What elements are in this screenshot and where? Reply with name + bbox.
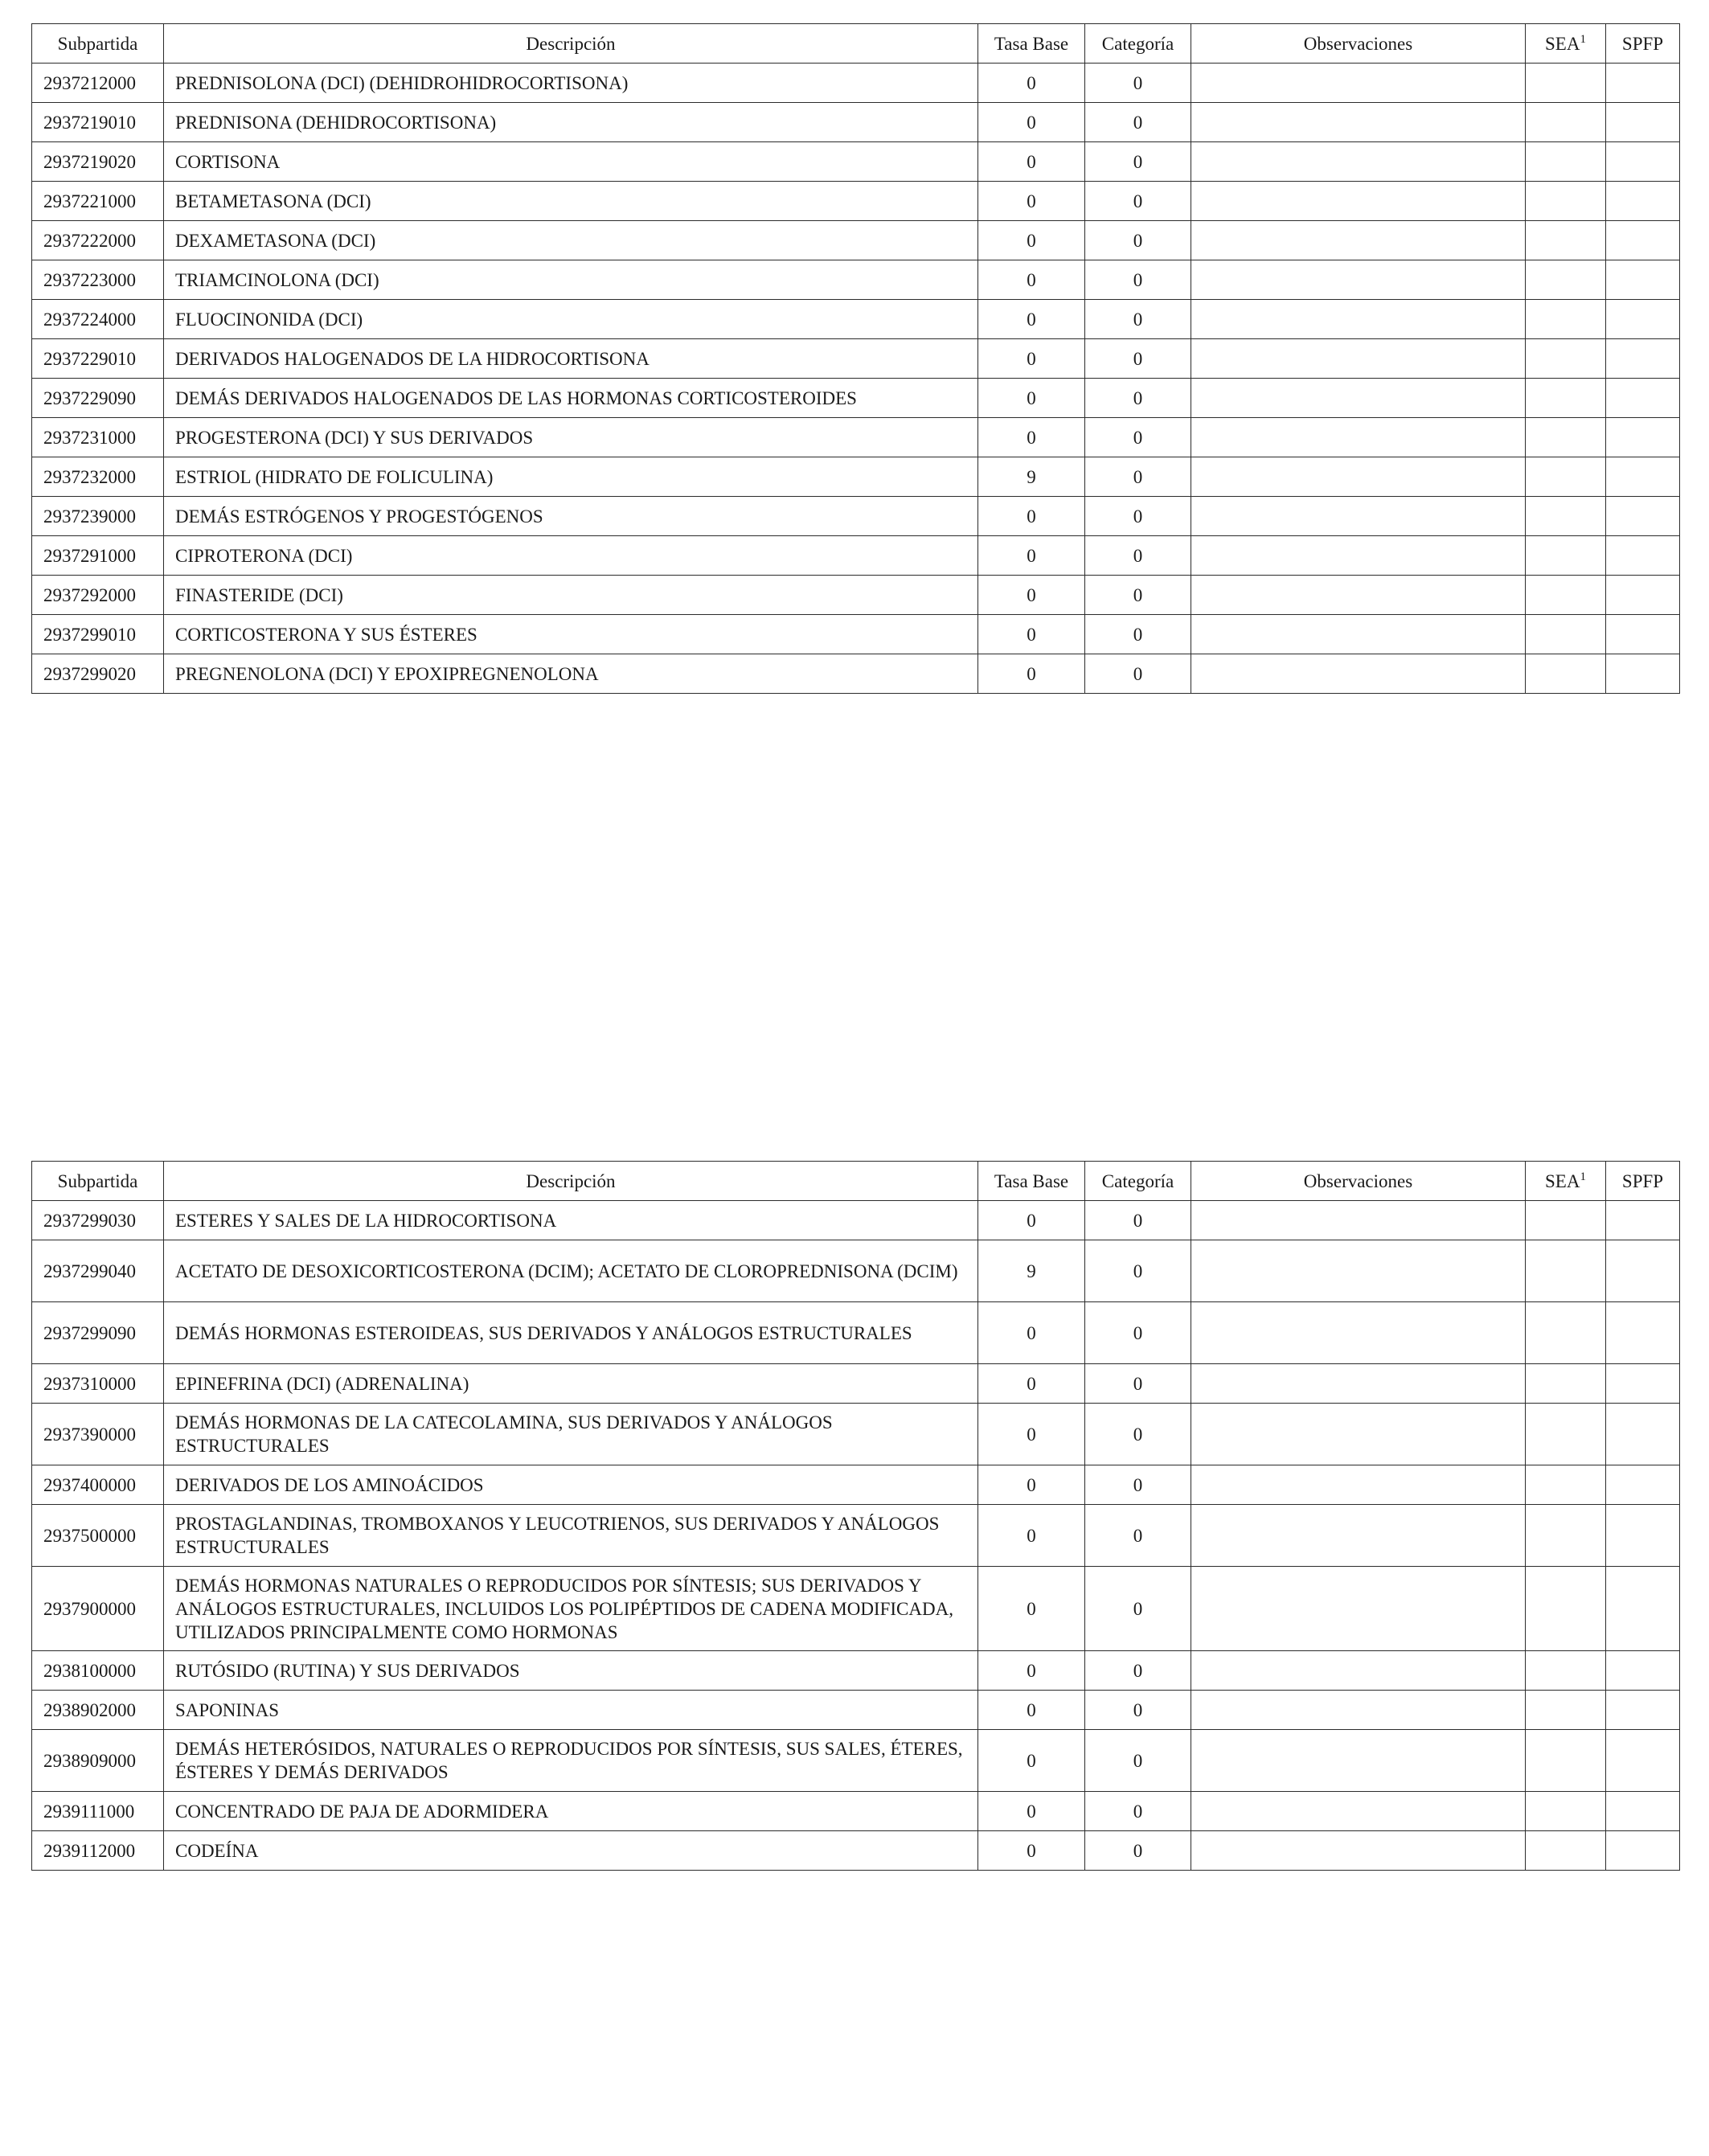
cell-tasa-base: 0: [978, 1792, 1085, 1831]
cell-categoria: 0: [1085, 103, 1191, 142]
cell-subpartida: 2938100000: [32, 1651, 164, 1691]
cell-descripcion: CORTISONA: [164, 142, 978, 182]
cell-observaciones: [1191, 457, 1526, 497]
cell-descripcion: ACETATO DE DESOXICORTICOSTERONA (DCIM); ACETATO DE CLOROPREDNISONA (DCIM): [164, 1240, 978, 1302]
cell-sea: [1526, 1201, 1606, 1240]
cell-sea: [1526, 615, 1606, 654]
cell-descripcion: EPINEFRINA (DCI) (ADRENALINA): [164, 1364, 978, 1404]
cell-subpartida: 2937299020: [32, 654, 164, 694]
cell-sea: [1526, 221, 1606, 260]
cell-categoria: 0: [1085, 1404, 1191, 1465]
cell-subpartida: 2937310000: [32, 1364, 164, 1404]
cell-descripcion: SAPONINAS: [164, 1691, 978, 1730]
table-row: [32, 1691, 1680, 1730]
table-row: [32, 1302, 1680, 1364]
table-row: [32, 536, 1680, 576]
cell-tasa-base: 0: [978, 1404, 1085, 1465]
cell-categoria: 0: [1085, 1364, 1191, 1404]
cell-descripcion: CORTICOSTERONA Y SUS ÉSTERES: [164, 615, 978, 654]
cell-observaciones: [1191, 654, 1526, 694]
cell-sea: [1526, 142, 1606, 182]
cell-sea: [1526, 379, 1606, 418]
cell-descripcion: TRIAMCINOLONA (DCI): [164, 260, 978, 300]
table-row: [32, 1364, 1680, 1404]
cell-tasa-base: 0: [978, 1302, 1085, 1364]
cell-subpartida: 2937239000: [32, 497, 164, 536]
cell-spfp: [1606, 1302, 1680, 1364]
cell-subpartida: 2937299010: [32, 615, 164, 654]
cell-categoria: 0: [1085, 1792, 1191, 1831]
cell-spfp: [1606, 103, 1680, 142]
cell-tasa-base: 0: [978, 1730, 1085, 1792]
cell-categoria: 0: [1085, 536, 1191, 576]
cell-descripcion: PREDNISOLONA (DCI) (DEHIDROHIDROCORTISONA): [164, 64, 978, 103]
cell-tasa-base: 0: [978, 1567, 1085, 1651]
cell-sea: [1526, 64, 1606, 103]
cell-categoria: 0: [1085, 1201, 1191, 1240]
cell-categoria: 0: [1085, 1651, 1191, 1691]
cell-sea: [1526, 1302, 1606, 1364]
cell-descripcion: DEMÁS DERIVADOS HALOGENADOS DE LAS HORMONAS CORTICOSTEROIDES: [164, 379, 978, 418]
cell-tasa-base: 0: [978, 103, 1085, 142]
cell-subpartida: 2937232000: [32, 457, 164, 497]
table-row: [32, 1505, 1680, 1567]
table-row: [32, 497, 1680, 536]
cell-descripcion: FINASTERIDE (DCI): [164, 576, 978, 615]
cell-tasa-base: 9: [978, 1240, 1085, 1302]
table-row: [32, 1567, 1680, 1651]
cell-observaciones: [1191, 1567, 1526, 1651]
cell-spfp: [1606, 221, 1680, 260]
cell-tasa-base: 0: [978, 260, 1085, 300]
cell-spfp: [1606, 142, 1680, 182]
cell-tasa-base: 0: [978, 654, 1085, 694]
table-row: [32, 1651, 1680, 1691]
cell-subpartida: 2937900000: [32, 1567, 164, 1651]
table-row: [32, 1730, 1680, 1792]
cell-tasa-base: 0: [978, 300, 1085, 339]
cell-observaciones: [1191, 103, 1526, 142]
cell-observaciones: [1191, 1201, 1526, 1240]
cell-spfp: [1606, 654, 1680, 694]
cell-categoria: 0: [1085, 457, 1191, 497]
table-row: [32, 1792, 1680, 1831]
cell-categoria: 0: [1085, 1505, 1191, 1567]
table-header-row: [32, 24, 1680, 64]
cell-descripcion: DEMÁS HORMONAS ESTEROIDEAS, SUS DERIVADOS Y ANÁLOGOS ESTRUCTURALES: [164, 1302, 978, 1364]
cell-spfp: [1606, 457, 1680, 497]
cell-observaciones: [1191, 1404, 1526, 1465]
cell-descripcion: ESTRIOL (HIDRATO DE FOLICULINA): [164, 457, 978, 497]
cell-categoria: 0: [1085, 497, 1191, 536]
cell-spfp: [1606, 339, 1680, 379]
cell-sea: [1526, 457, 1606, 497]
cell-sea: [1526, 260, 1606, 300]
cell-descripcion: DERIVADOS HALOGENADOS DE LA HIDROCORTISONA: [164, 339, 978, 379]
header-sea-label: SEA: [1545, 33, 1580, 54]
cell-categoria: 0: [1085, 1567, 1191, 1651]
cell-subpartida: 2937229010: [32, 339, 164, 379]
table-row: [32, 418, 1680, 457]
cell-tasa-base: 0: [978, 379, 1085, 418]
cell-spfp: [1606, 379, 1680, 418]
cell-descripcion: DEMÁS HETERÓSIDOS, NATURALES O REPRODUCIDOS POR SÍNTESIS, SUS SALES, ÉTERES, ÉSTERES Y DEMÁS DERIVADOS: [164, 1730, 978, 1792]
table-row: [32, 142, 1680, 182]
cell-observaciones: [1191, 1792, 1526, 1831]
cell-spfp: [1606, 1567, 1680, 1651]
cell-sea: [1526, 300, 1606, 339]
tariff-table-1: [31, 23, 1680, 694]
table-row: [32, 1831, 1680, 1871]
table-row: [32, 615, 1680, 654]
table-1-body: [32, 64, 1680, 694]
cell-observaciones: [1191, 1302, 1526, 1364]
header-spfp: SPFP: [1606, 24, 1680, 64]
header-tasa-base: Tasa Base: [978, 1162, 1085, 1201]
cell-subpartida: 2937390000: [32, 1404, 164, 1465]
cell-observaciones: [1191, 536, 1526, 576]
cell-subpartida: 2939112000: [32, 1831, 164, 1871]
cell-spfp: [1606, 1505, 1680, 1567]
table-row: [32, 576, 1680, 615]
cell-tasa-base: 0: [978, 576, 1085, 615]
cell-subpartida: 2937500000: [32, 1505, 164, 1567]
header-descripcion: Descripción: [164, 24, 978, 64]
cell-categoria: 0: [1085, 654, 1191, 694]
header-descripcion: Descripción: [164, 1162, 978, 1201]
header-sea-label: SEA: [1545, 1170, 1580, 1191]
cell-observaciones: [1191, 1831, 1526, 1871]
cell-sea: [1526, 536, 1606, 576]
cell-observaciones: [1191, 1691, 1526, 1730]
cell-observaciones: [1191, 1505, 1526, 1567]
cell-spfp: [1606, 418, 1680, 457]
cell-categoria: 0: [1085, 1691, 1191, 1730]
cell-subpartida: 2937212000: [32, 64, 164, 103]
cell-spfp: [1606, 1792, 1680, 1831]
cell-sea: [1526, 654, 1606, 694]
cell-tasa-base: 0: [978, 1691, 1085, 1730]
cell-sea: [1526, 1505, 1606, 1567]
cell-descripcion: PROSTAGLANDINAS, TROMBOXANOS Y LEUCOTRIENOS, SUS DERIVADOS Y ANÁLOGOS ESTRUCTURALES: [164, 1505, 978, 1567]
table-row: [32, 1404, 1680, 1465]
cell-observaciones: [1191, 497, 1526, 536]
cell-spfp: [1606, 64, 1680, 103]
cell-descripcion: CODEÍNA: [164, 1831, 978, 1871]
cell-spfp: [1606, 260, 1680, 300]
cell-descripcion: BETAMETASONA (DCI): [164, 182, 978, 221]
cell-tasa-base: 0: [978, 497, 1085, 536]
cell-spfp: [1606, 497, 1680, 536]
cell-descripcion: PREGNENOLONA (DCI) Y EPOXIPREGNENOLONA: [164, 654, 978, 694]
cell-sea: [1526, 418, 1606, 457]
cell-tasa-base: 9: [978, 457, 1085, 497]
cell-tasa-base: 0: [978, 1364, 1085, 1404]
cell-spfp: [1606, 576, 1680, 615]
cell-categoria: 0: [1085, 1730, 1191, 1792]
cell-tasa-base: 0: [978, 1465, 1085, 1505]
cell-spfp: [1606, 1831, 1680, 1871]
header-observaciones: Observaciones: [1191, 24, 1526, 64]
header-categoria: Categoría: [1085, 1162, 1191, 1201]
table-row: [32, 221, 1680, 260]
cell-categoria: 0: [1085, 418, 1191, 457]
cell-sea: [1526, 339, 1606, 379]
cell-observaciones: [1191, 1465, 1526, 1505]
cell-categoria: 0: [1085, 182, 1191, 221]
table-row: [32, 182, 1680, 221]
header-spfp: SPFP: [1606, 1162, 1680, 1201]
cell-sea: [1526, 1691, 1606, 1730]
cell-tasa-base: 0: [978, 1505, 1085, 1567]
cell-subpartida: 2937291000: [32, 536, 164, 576]
cell-descripcion: FLUOCINONIDA (DCI): [164, 300, 978, 339]
cell-categoria: 0: [1085, 64, 1191, 103]
cell-subpartida: 2937219010: [32, 103, 164, 142]
cell-sea: [1526, 1567, 1606, 1651]
cell-tasa-base: 0: [978, 536, 1085, 576]
cell-descripcion: DEMÁS HORMONAS DE LA CATECOLAMINA, SUS DERIVADOS Y ANÁLOGOS ESTRUCTURALES: [164, 1404, 978, 1465]
table-row: [32, 103, 1680, 142]
tariff-table-2: [31, 1161, 1680, 1871]
cell-sea: [1526, 103, 1606, 142]
cell-sea: [1526, 1651, 1606, 1691]
cell-descripcion: DERIVADOS DE LOS AMINOÁCIDOS: [164, 1465, 978, 1505]
header-sea-footnote: 1: [1580, 32, 1586, 46]
table-2-body: [32, 1201, 1680, 1871]
cell-observaciones: [1191, 221, 1526, 260]
table-header-row: [32, 1162, 1680, 1201]
header-categoria: Categoría: [1085, 24, 1191, 64]
cell-sea: [1526, 1465, 1606, 1505]
table-row: [32, 1240, 1680, 1302]
cell-observaciones: [1191, 339, 1526, 379]
cell-subpartida: 2939111000: [32, 1792, 164, 1831]
cell-descripcion: PREDNISONA (DEHIDROCORTISONA): [164, 103, 978, 142]
cell-descripcion: CONCENTRADO DE PAJA DE ADORMIDERA: [164, 1792, 978, 1831]
cell-spfp: [1606, 536, 1680, 576]
cell-sea: [1526, 182, 1606, 221]
cell-spfp: [1606, 1691, 1680, 1730]
cell-subpartida: 2938902000: [32, 1691, 164, 1730]
cell-observaciones: [1191, 300, 1526, 339]
header-subpartida: Subpartida: [32, 24, 164, 64]
cell-spfp: [1606, 1465, 1680, 1505]
cell-spfp: [1606, 182, 1680, 221]
cell-categoria: 0: [1085, 142, 1191, 182]
cell-subpartida: 2937292000: [32, 576, 164, 615]
cell-subpartida: 2937299030: [32, 1201, 164, 1240]
cell-descripcion: DEXAMETASONA (DCI): [164, 221, 978, 260]
cell-spfp: [1606, 1651, 1680, 1691]
cell-subpartida: 2937400000: [32, 1465, 164, 1505]
cell-observaciones: [1191, 1730, 1526, 1792]
cell-descripcion: PROGESTERONA (DCI) Y SUS DERIVADOS: [164, 418, 978, 457]
cell-observaciones: [1191, 64, 1526, 103]
cell-subpartida: 2937224000: [32, 300, 164, 339]
cell-spfp: [1606, 1240, 1680, 1302]
header-tasa-base: Tasa Base: [978, 24, 1085, 64]
table-row: [32, 64, 1680, 103]
cell-tasa-base: 0: [978, 1831, 1085, 1871]
cell-categoria: 0: [1085, 1465, 1191, 1505]
cell-descripcion: DEMÁS ESTRÓGENOS Y PROGESTÓGENOS: [164, 497, 978, 536]
cell-sea: [1526, 497, 1606, 536]
cell-categoria: 0: [1085, 1302, 1191, 1364]
cell-categoria: 0: [1085, 260, 1191, 300]
cell-categoria: 0: [1085, 221, 1191, 260]
table-row: [32, 300, 1680, 339]
header-subpartida: Subpartida: [32, 1162, 164, 1201]
cell-categoria: 0: [1085, 1831, 1191, 1871]
cell-categoria: 0: [1085, 339, 1191, 379]
cell-tasa-base: 0: [978, 221, 1085, 260]
cell-tasa-base: 0: [978, 64, 1085, 103]
header-sea-footnote: 1: [1580, 1170, 1586, 1183]
cell-spfp: [1606, 1364, 1680, 1404]
cell-subpartida: 2937222000: [32, 221, 164, 260]
cell-categoria: 0: [1085, 615, 1191, 654]
table-row: [32, 260, 1680, 300]
cell-categoria: 0: [1085, 379, 1191, 418]
cell-tasa-base: 0: [978, 142, 1085, 182]
cell-observaciones: [1191, 260, 1526, 300]
table-row: [32, 654, 1680, 694]
table-row: [32, 457, 1680, 497]
cell-spfp: [1606, 1201, 1680, 1240]
cell-subpartida: 2937299040: [32, 1240, 164, 1302]
cell-sea: [1526, 1364, 1606, 1404]
cell-tasa-base: 0: [978, 1651, 1085, 1691]
cell-subpartida: 2937231000: [32, 418, 164, 457]
table-row: [32, 1465, 1680, 1505]
cell-spfp: [1606, 1404, 1680, 1465]
cell-tasa-base: 0: [978, 1201, 1085, 1240]
cell-sea: [1526, 1792, 1606, 1831]
cell-tasa-base: 0: [978, 418, 1085, 457]
cell-observaciones: [1191, 1651, 1526, 1691]
header-observaciones: Observaciones: [1191, 1162, 1526, 1201]
cell-observaciones: [1191, 1240, 1526, 1302]
cell-sea: [1526, 1730, 1606, 1792]
cell-descripcion: CIPROTERONA (DCI): [164, 536, 978, 576]
cell-observaciones: [1191, 615, 1526, 654]
cell-subpartida: 2937299090: [32, 1302, 164, 1364]
cell-observaciones: [1191, 142, 1526, 182]
cell-descripcion: ESTERES Y SALES DE LA HIDROCORTISONA: [164, 1201, 978, 1240]
cell-subpartida: 2937223000: [32, 260, 164, 300]
cell-subpartida: 2937219020: [32, 142, 164, 182]
cell-subpartida: 2937229090: [32, 379, 164, 418]
cell-observaciones: [1191, 182, 1526, 221]
cell-spfp: [1606, 615, 1680, 654]
cell-tasa-base: 0: [978, 615, 1085, 654]
table-row: [32, 339, 1680, 379]
cell-categoria: 0: [1085, 1240, 1191, 1302]
cell-subpartida: 2938909000: [32, 1730, 164, 1792]
cell-sea: [1526, 1831, 1606, 1871]
cell-spfp: [1606, 300, 1680, 339]
cell-tasa-base: 0: [978, 182, 1085, 221]
cell-sea: [1526, 1404, 1606, 1465]
cell-descripcion: DEMÁS HORMONAS NATURALES O REPRODUCIDOS POR SÍNTESIS; SUS DERIVADOS Y ANÁLOGOS ESTRUCTURALES, INCLUIDOS LOS POLIPÉPTIDOS DE CADENA MODIFICADA, UTILIZADOS PRINCIPALMENTE COMO HORMONAS: [164, 1567, 978, 1651]
cell-spfp: [1606, 1730, 1680, 1792]
cell-sea: [1526, 1240, 1606, 1302]
cell-tasa-base: 0: [978, 339, 1085, 379]
table-row: [32, 1201, 1680, 1240]
cell-categoria: 0: [1085, 300, 1191, 339]
cell-sea: [1526, 576, 1606, 615]
header-sea: [1526, 24, 1606, 64]
cell-observaciones: [1191, 379, 1526, 418]
header-sea: [1526, 1162, 1606, 1201]
cell-observaciones: [1191, 418, 1526, 457]
cell-descripcion: RUTÓSIDO (RUTINA) Y SUS DERIVADOS: [164, 1651, 978, 1691]
cell-observaciones: [1191, 576, 1526, 615]
cell-subpartida: 2937221000: [32, 182, 164, 221]
cell-observaciones: [1191, 1364, 1526, 1404]
cell-categoria: 0: [1085, 576, 1191, 615]
table-row: [32, 379, 1680, 418]
